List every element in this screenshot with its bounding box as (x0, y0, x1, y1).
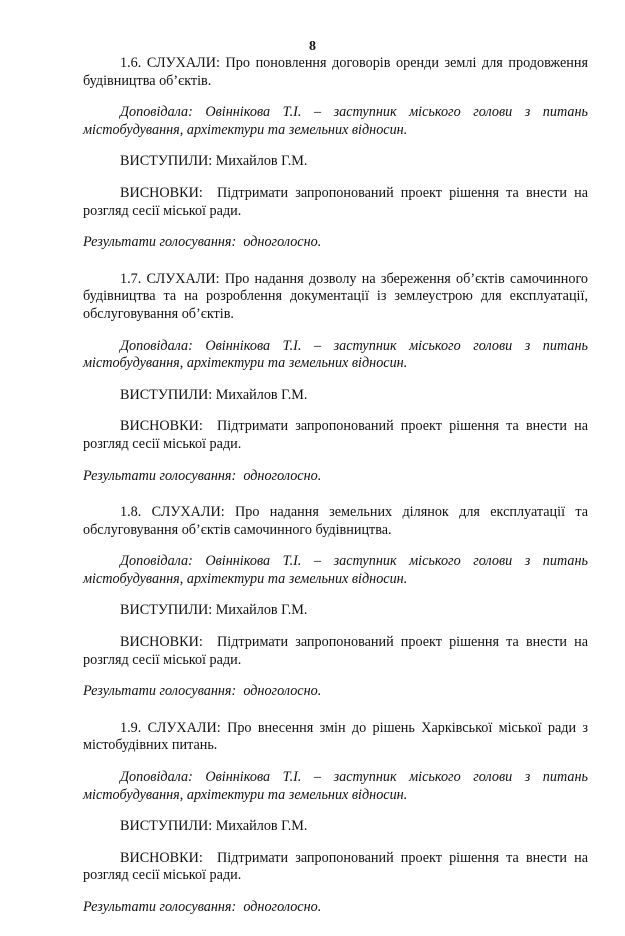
heard-label: 1.7. СЛУХАЛИ: (120, 270, 220, 287)
heard-label: 1.8. СЛУХАЛИ: (120, 504, 225, 521)
agenda-item-1-8 (83, 504, 588, 701)
spoke-label: ВИСТУПИЛИ: (120, 602, 213, 619)
spoke-label: ВИСТУПИЛИ: (120, 153, 213, 170)
vote-text: одноголосно. (243, 683, 322, 700)
minutes-body (83, 55, 588, 936)
agenda-item-1-6 (83, 55, 588, 252)
heard-text: Про внесення змін до рішень Харківської міської ради з містобудівних питань. (83, 719, 589, 754)
spoke-text: Михайлов Г.М. (215, 818, 308, 835)
speaker-paragraph: Доповідала: Овіннікова Т.І. – заступник міського голови з питань містобудування, архітектури та земельних відносин. (83, 769, 588, 803)
spoke-paragraph (83, 387, 588, 405)
vote-result (83, 683, 588, 701)
conclusion-paragraph (83, 634, 588, 669)
spoke-label: ВИСТУПИЛИ: (120, 386, 213, 403)
heard-text: Про надання дозволу на збереження об’єктів самочинного будівництва та на розроблення документації із землеустрою для експлуатації, обслуговування об’єктів. (83, 270, 589, 322)
vote-text: одноголосно. (243, 234, 322, 251)
spoke-paragraph (83, 602, 588, 620)
speaker-paragraph: Доповідала: Овіннікова Т.І. – заступник міського голови з питань містобудування, архітектури та земельних відносин. (83, 337, 588, 372)
speaker-paragraph: Доповідала: Овіннікова Т.І. – заступник міського голови з питань містобудування, архітектури та земельних відносин. (83, 553, 588, 587)
conclusion-label: ВИСНОВКИ: (120, 634, 203, 651)
vote-text: одноголосно. (243, 899, 322, 915)
spoke-label: ВИСТУПИЛИ: (120, 818, 213, 835)
conclusion-text: Підтримати запропонований проект рішення та внести на розгляд сесії міської ради. (83, 849, 588, 884)
vote-label: Результати голосування: (83, 899, 237, 915)
agenda-item-1-9 (83, 720, 588, 917)
vote-result (83, 468, 588, 486)
conclusion-paragraph (83, 185, 588, 220)
conclusion-text: Підтримати запропонований проект рішення та внести на розгляд сесії міської ради. (83, 634, 588, 668)
spoke-text: Михайлов Г.М. (215, 153, 308, 170)
conclusion-text: Підтримати запропонований проект рішення та внести на розгляд сесії міської ради. (83, 184, 588, 219)
conclusion-paragraph (83, 850, 588, 885)
spoke-paragraph (83, 153, 588, 171)
vote-label: Результати голосування: (83, 683, 237, 700)
conclusion-text: Підтримати запропонований проект рішення та внести на розгляд сесії міської ради. (83, 418, 588, 452)
heard-label: 1.6. СЛУХАЛИ: (120, 55, 220, 71)
conclusion-paragraph (83, 418, 588, 453)
vote-result (83, 234, 588, 252)
vote-result (83, 899, 588, 917)
speaker-paragraph: Доповідала: Овіннікова Т.І. – заступник міського голови з питань містобудування, архітектури та земельних відносин. (83, 104, 588, 138)
spoke-text: Михайлов Г.М. (215, 386, 308, 403)
heard-paragraph (83, 271, 588, 324)
spoke-text: Михайлов Г.М. (215, 602, 308, 619)
spoke-paragraph (83, 818, 588, 836)
heard-paragraph (83, 720, 588, 755)
heard-text: Про надання земельних ділянок для експлуатації та обслуговування об’єктів самочинного будівництва. (83, 504, 589, 538)
conclusion-label: ВИСНОВКИ: (120, 849, 203, 866)
vote-label: Результати голосування: (83, 234, 237, 251)
vote-label: Результати голосування: (83, 467, 237, 484)
page-number: 8 (309, 39, 316, 54)
heard-paragraph (83, 55, 588, 90)
agenda-item-1-7 (83, 271, 588, 485)
conclusion-label: ВИСНОВКИ: (120, 418, 203, 435)
heard-text: Про поновлення договорів оренди землі для продовження будівництва об’єктів. (83, 55, 589, 89)
heard-paragraph (83, 504, 588, 539)
vote-text: одноголосно. (243, 467, 322, 484)
conclusion-label: ВИСНОВКИ: (120, 184, 203, 201)
heard-label: 1.9. СЛУХАЛИ: (120, 719, 221, 736)
